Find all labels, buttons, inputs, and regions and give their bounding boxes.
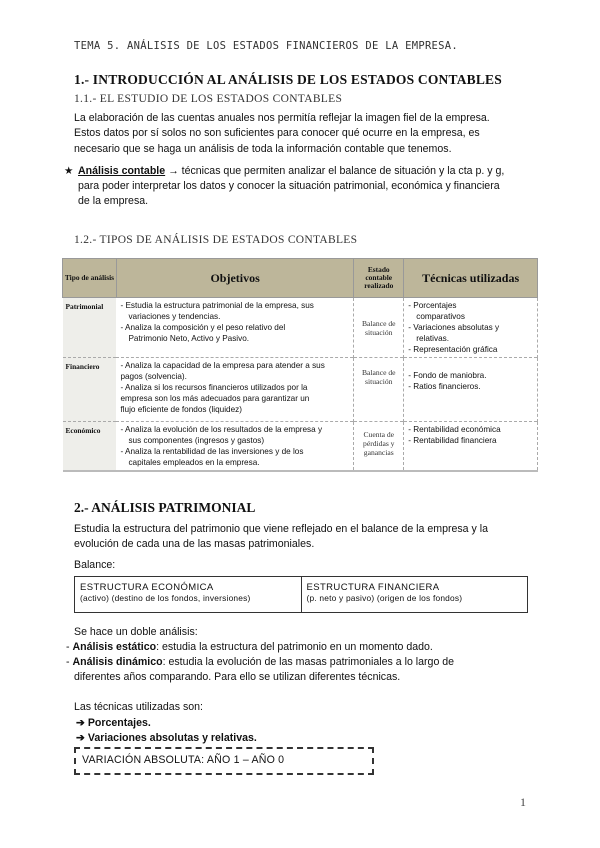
financial-structure (301, 577, 528, 612)
table-row (63, 358, 538, 422)
technique-item (76, 716, 151, 731)
economic-structure (75, 577, 301, 612)
row-techniques (404, 422, 538, 472)
technique-line: - Representación gráfica (408, 345, 498, 354)
objective-line: - Estudia la estructura patrimonial de la empresa, sus (120, 301, 314, 310)
financial-structure-title: ESTRUCTURA FINANCIERA (306, 582, 440, 593)
balance-label: Balance: (74, 559, 116, 571)
row-techniques (404, 298, 538, 358)
technique-item (76, 731, 257, 746)
analysis-types-table (62, 258, 538, 472)
row-objectives (116, 298, 353, 358)
technique-line: relativas. (416, 334, 449, 343)
row-type: Económico (63, 422, 117, 472)
definition-text: de la empresa. (78, 195, 149, 207)
subsection-1-2-title: 1.2.- TIPOS DE ANÁLISIS DE ESTADOS CONTABLES (74, 234, 358, 246)
definition-text: técnicas que permiten analizar el balance de situación y la cta p. y g, (178, 165, 505, 177)
definition-text: para poder interpretar los datos y conocer la situación patrimonial, económica y financiera (78, 180, 500, 192)
double-analysis-intro: Se hace un doble análisis: (74, 626, 198, 638)
economic-structure-title: ESTRUCTURA ECONÓMICA (80, 582, 214, 593)
dynamic-term: Análisis dinámico (72, 656, 163, 668)
header-type: Tipo de análisis (63, 259, 117, 298)
dynamic-analysis-line2: diferentes años comparando. Para ello se utilizan diferentes técnicas. (74, 671, 401, 683)
financial-structure-sub: (p. neto y pasivo) (origen de los fondos) (306, 593, 463, 603)
row-statement: Balance de situación (354, 358, 404, 422)
header-objectives: Objetivos (116, 259, 353, 298)
static-text: : estudia la estructura del patrimonio en un momento dado. (156, 641, 433, 653)
topic-heading: TEMA 5. ANÁLISIS DE LOS ESTADOS FINANCIEROS DE LA EMPRESA. (74, 40, 459, 52)
technique-line: - Fondo de maniobra. (408, 371, 487, 380)
economic-structure-sub: (activo) (destino de los fondos, inversiones) (80, 593, 251, 603)
objective-line: pagos (solvencia). (120, 372, 187, 381)
subsection-1-1-title: 1.1.- EL ESTUDIO DE LOS ESTADOS CONTABLES (74, 93, 343, 105)
intro-paragraph (74, 111, 526, 157)
header-statement: Estado contable realizado (354, 259, 404, 298)
objective-line: capitales empleados en la empresa. (128, 458, 260, 467)
row-objectives (116, 422, 353, 472)
row-type: Financiero (63, 358, 117, 422)
objective-line: - Analiza la evolución de los resultados de la empresa y (120, 425, 323, 434)
row-statement: Cuenta de pérdidas y ganancias (354, 422, 404, 472)
patrimonial-paragraph (74, 522, 526, 553)
objective-line: flujo eficiente de fondos (liquidez) (120, 405, 242, 414)
technique-label: Variaciones absolutas y relativas. (87, 732, 257, 744)
arrow-icon: → (168, 165, 179, 177)
objective-line: - Analiza la composición y el peso relativo del (120, 323, 286, 332)
arrow-icon: ➔ (76, 732, 85, 744)
dynamic-text: : estudia la evolución de las masas patrimoniales a lo largo de (162, 656, 455, 668)
para-line: Estudia la estructura del patrimonio que viene reflejado en el balance de la empresa y la (74, 523, 488, 535)
objective-line: sus componentes (ingresos y gastos) (128, 436, 265, 445)
objective-line: variaciones y tendencias. (128, 312, 221, 321)
table-row (63, 298, 538, 358)
star-icon: ★ (64, 165, 74, 177)
para-line: evolución de cada una de las masas patrimoniales. (74, 538, 315, 551)
table-row (63, 422, 538, 472)
objective-line: - Analiza la rentabilidad de las inversiones y de los (120, 447, 304, 456)
formula-text: VARIACIÓN ABSOLUTA: AÑO 1 – AÑO 0 (82, 754, 285, 766)
objective-line: - Analiza si los recursos financieros utilizados por la (120, 383, 308, 392)
objective-line: empresa son los más adecuados para garantizar un (120, 394, 310, 403)
technique-line: comparativos (416, 312, 465, 321)
header-techniques: Técnicas utilizadas (404, 259, 538, 298)
intro-line: Estos datos por sí solos no son suficientes para conocer qué ocurre en la empresa, es (74, 127, 480, 140)
row-techniques (404, 358, 538, 422)
formula-box (74, 747, 374, 775)
technique-line: - Rentabilidad económica (408, 425, 501, 434)
intro-line: La elaboración de las cuentas anuales nos permitía reflejar la imagen fiel de la empresa. (74, 112, 490, 124)
technique-line: - Variaciones absolutas y (408, 323, 500, 332)
objective-line: - Analiza la capacidad de la empresa para atender a sus (120, 361, 325, 370)
section-1-title: 1.- INTRODUCCIÓN AL ANÁLISIS DE LOS ESTADOS CONTABLES (74, 72, 502, 87)
technique-line: - Porcentajes (408, 301, 457, 310)
row-statement: Balance de situación (354, 298, 404, 358)
analysis-term: Análisis contable (78, 165, 166, 177)
analysis-definition (64, 164, 532, 209)
technique-line: - Rentabilidad financiera (408, 436, 497, 445)
balance-structure-box (74, 576, 528, 613)
row-objectives (116, 358, 353, 422)
page-number: 1 (520, 795, 526, 809)
intro-line: necesario que se haga un análisis de toda la información contable que tenemos. (74, 142, 452, 155)
technique-line: - Ratios financieros. (408, 382, 481, 391)
static-term: Análisis estático (72, 641, 157, 653)
objective-line: Patrimonio Neto, Activo y Pasivo. (128, 334, 250, 343)
static-analysis-item: - Análisis estático: estudia la estructura del patrimonio en un momento dado. (66, 641, 433, 653)
section-2-title: 2.- ANÁLISIS PATRIMONIAL (74, 500, 256, 515)
table-header-row (63, 259, 538, 298)
row-type: Patrimonial (63, 298, 117, 358)
techniques-intro: Las técnicas utilizadas son: (74, 701, 203, 713)
technique-label: Porcentajes. (87, 717, 151, 729)
dynamic-analysis-item: - Análisis dinámico: estudia la evolución de las masas patrimoniales a lo largo de (66, 656, 455, 668)
arrow-icon: ➔ (76, 717, 85, 729)
